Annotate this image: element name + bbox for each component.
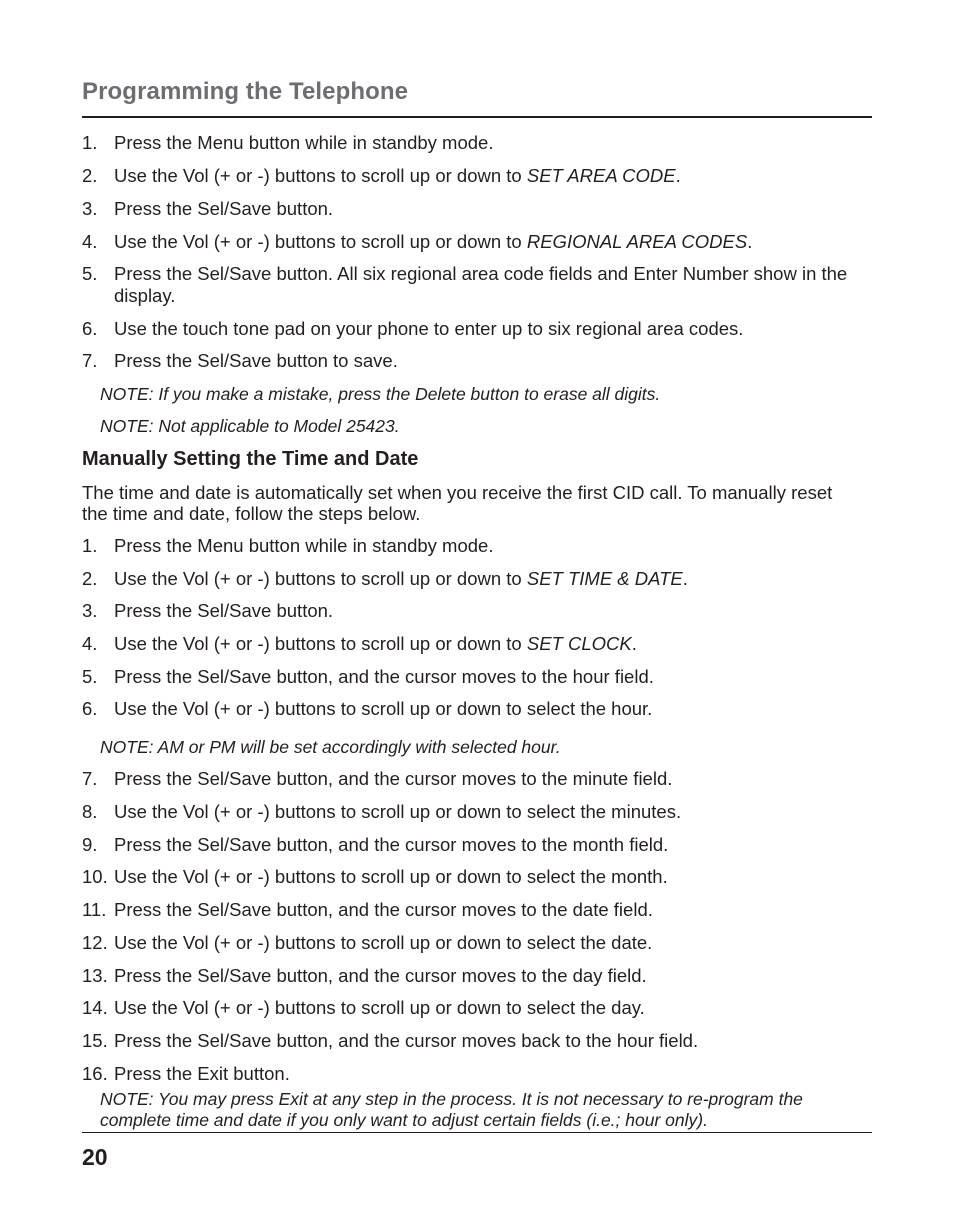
- step-number: 14.: [82, 997, 108, 1018]
- list-item: [82, 866, 862, 888]
- step-text: Press the Sel/Save button, and the cursor moves to the minute field.: [114, 768, 673, 789]
- step-number: 16.: [82, 1063, 108, 1084]
- step-text: Use the Vol (+ or -) buttons to scroll up or down to select the month.: [114, 866, 668, 887]
- step-number: 2.: [82, 568, 98, 589]
- step-number: 9.: [82, 834, 98, 855]
- step-text: Press the Exit button.: [114, 1063, 290, 1084]
- step-number: 1.: [82, 132, 98, 153]
- step-number: 2.: [82, 165, 98, 186]
- list-item: [82, 997, 862, 1019]
- page-number: 20: [82, 1144, 108, 1170]
- step-text: Use the touch tone pad on your phone to enter up to six regional area codes.: [114, 318, 744, 339]
- step-number: 6.: [82, 318, 98, 339]
- list-item: [82, 1063, 862, 1085]
- section-intro: The time and date is automatically set when you receive the first CID call. To manually reset the time and date, follow the steps below.: [82, 482, 833, 524]
- list-item: [82, 350, 862, 372]
- list-item: [82, 198, 862, 220]
- step-number: 12.: [82, 932, 108, 953]
- note-am-pm: NOTE: AM or PM will be set accordingly with selected hour.: [100, 737, 561, 757]
- step-suffix: .: [682, 568, 688, 589]
- step-text: Press the Menu button while in standby mode.: [114, 132, 494, 153]
- header-rule: [82, 116, 872, 118]
- step-number: 1.: [82, 535, 98, 556]
- list-item: [82, 535, 862, 557]
- step-number: 13.: [82, 965, 108, 986]
- list-item: [82, 633, 862, 655]
- list-item: [82, 318, 862, 340]
- step-text: Press the Sel/Save button, and the cursor moves to the date field.: [114, 899, 653, 920]
- step-number: 5.: [82, 666, 98, 687]
- step-text: Press the Sel/Save button, and the cursor moves back to the hour field.: [114, 1030, 699, 1051]
- note-model: NOTE: Not applicable to Model 25423.: [100, 416, 400, 436]
- step-text: Press the Sel/Save button, and the cursor moves to the hour field.: [114, 666, 654, 687]
- step-suffix: .: [631, 633, 637, 654]
- step-suffix: .: [747, 231, 753, 252]
- step-emphasis: SET TIME & DATE: [526, 568, 683, 589]
- note-exit: NOTE: You may press Exit at any step in the process. It is not necessary to re-program the complete time and date if you only want to adjust certain fields (i.e.; hour only).: [100, 1089, 803, 1130]
- step-number: 7.: [82, 768, 98, 789]
- list-item: [82, 132, 862, 154]
- list-item: [82, 666, 862, 688]
- step-text: Use the Vol (+ or -) buttons to scroll up or down to: [114, 568, 527, 589]
- footer-rule: [82, 1132, 872, 1133]
- list-item: [82, 965, 862, 987]
- step-text: Use the Vol (+ or -) buttons to scroll up or down to: [114, 231, 527, 252]
- step-text: Press the Sel/Save button.: [114, 198, 334, 219]
- step-suffix: .: [675, 165, 681, 186]
- step-number: 11.: [82, 899, 107, 920]
- step-emphasis: SET CLOCK: [526, 633, 632, 654]
- list-item: [82, 231, 862, 253]
- list-item: [82, 698, 862, 720]
- step-text: Use the Vol (+ or -) buttons to scroll up or down to select the hour.: [114, 698, 653, 719]
- step-number: 3.: [82, 198, 98, 219]
- step-text: Press the Sel/Save button to save.: [114, 350, 398, 371]
- step-number: 4.: [82, 231, 98, 252]
- list-item: [82, 899, 862, 921]
- page-title: Programming the Telephone: [82, 78, 409, 105]
- step-text: Press the Sel/Save button. All six regional area code fields and Enter Number show in the display.: [114, 263, 848, 306]
- list-item: [82, 768, 862, 790]
- list-item: [82, 263, 862, 307]
- step-number: 5.: [82, 263, 98, 284]
- step-emphasis: REGIONAL AREA CODES: [526, 231, 748, 252]
- step-emphasis: SET AREA CODE: [526, 165, 676, 186]
- list-item: [82, 165, 862, 187]
- step-text: Use the Vol (+ or -) buttons to scroll up or down to select the date.: [114, 932, 653, 953]
- list-item: [82, 568, 862, 590]
- list-item: [82, 600, 862, 622]
- step-text: Press the Menu button while in standby mode.: [114, 535, 494, 556]
- list-item: [82, 932, 862, 954]
- step-number: 4.: [82, 633, 98, 654]
- step-text: Use the Vol (+ or -) buttons to scroll up or down to: [114, 633, 527, 654]
- step-number: 10.: [82, 866, 108, 887]
- list-item: [82, 834, 862, 856]
- step-text: Press the Sel/Save button, and the cursor moves to the month field.: [114, 834, 669, 855]
- list-item: [82, 1030, 862, 1052]
- step-number: 6.: [82, 698, 98, 719]
- step-number: 8.: [82, 801, 98, 822]
- section-heading: Manually Setting the Time and Date: [82, 448, 419, 470]
- step-text: Use the Vol (+ or -) buttons to scroll up or down to select the day.: [114, 997, 645, 1018]
- list-item: [82, 801, 862, 823]
- step-text: Use the Vol (+ or -) buttons to scroll up or down to select the minutes.: [114, 801, 682, 822]
- step-text: Press the Sel/Save button, and the cursor moves to the day field.: [114, 965, 647, 986]
- step-number: 7.: [82, 350, 98, 371]
- step-number: 3.: [82, 600, 98, 621]
- step-number: 15.: [82, 1030, 108, 1051]
- step-text: Press the Sel/Save button.: [114, 600, 334, 621]
- note-delete: NOTE: If you make a mistake, press the Delete button to erase all digits.: [100, 384, 661, 404]
- step-text: Use the Vol (+ or -) buttons to scroll up or down to: [114, 165, 527, 186]
